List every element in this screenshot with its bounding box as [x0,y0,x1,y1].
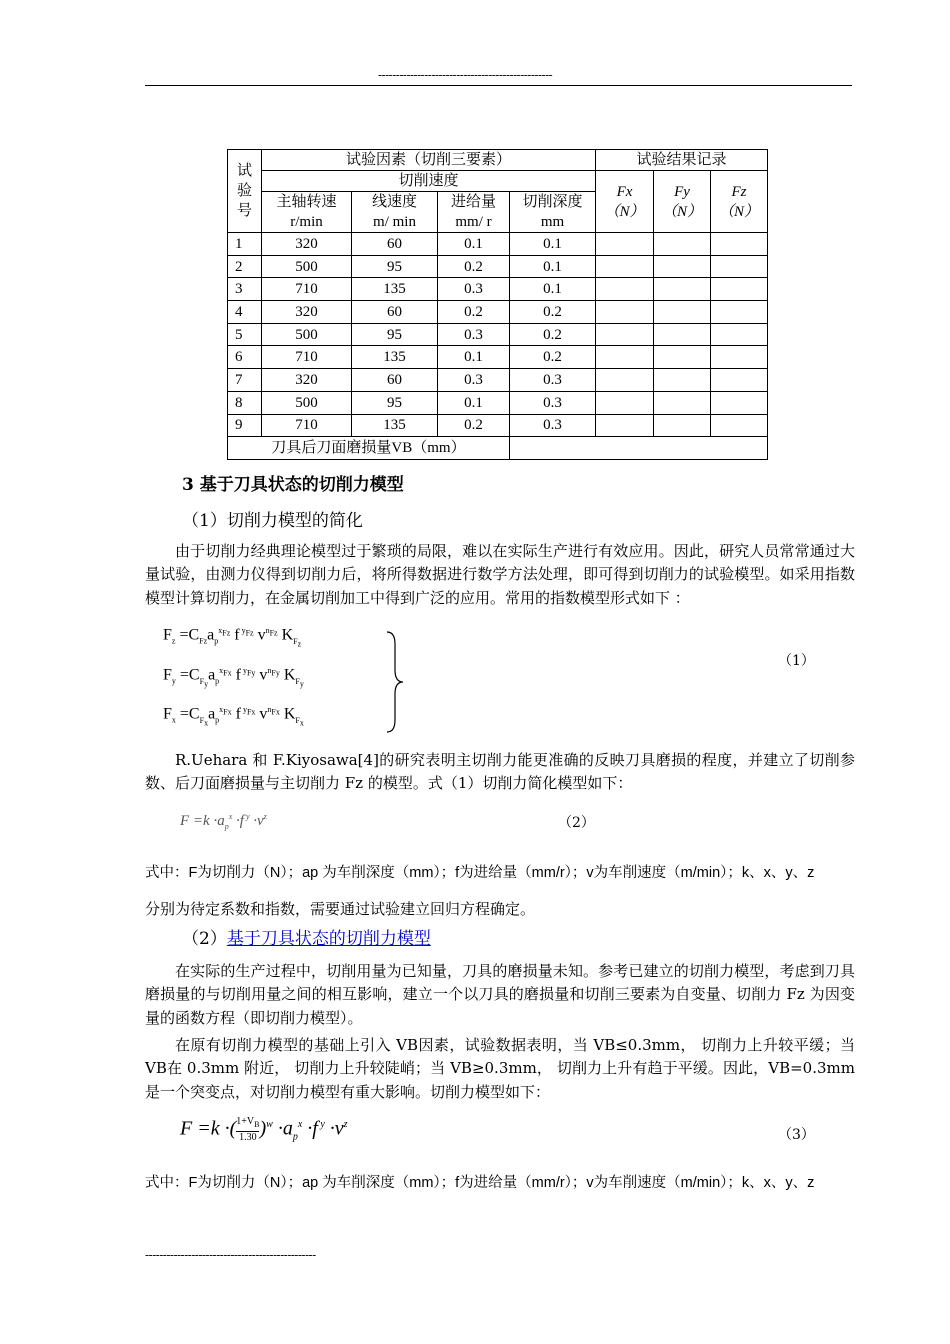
table-cell: 320 [262,369,352,392]
table-cell: 0.2 [510,301,596,324]
subsection-2-title [182,924,431,949]
equation-fz: $F_z =C_{Fz}a_p^{x_{Fz}}$ f $^{y_{Fz}}$ $v^{n_{Fz}}$ $K_{F_z}$ [163,626,302,649]
experiment-table [227,149,768,460]
result-cell [596,346,654,369]
result-cell [596,233,654,256]
result-cell [654,301,711,324]
results-header: 试验结果记录 [596,150,768,171]
paragraph-3b: 分别为待定系数和指数，需要通过试验建立回归方程确定。 [145,900,536,918]
table-row [228,301,768,324]
result-cell [654,391,711,414]
table-cell: 8 [228,391,262,414]
result-cell [654,278,711,301]
subsection-2-prefix: （2） [182,929,227,949]
equation-3: F =k ·( $\frac{1+V_B}{1.30}$ )$^w \cdot a_p^x \cdot f$ $^y \cdot v^z$ [180,1116,348,1143]
result-cell [711,391,768,414]
factors-header: 试验因素（切削三要素） [262,150,596,171]
table-cell: 135 [352,414,438,437]
fz-header: Fz（N） [711,171,768,233]
table-row [228,233,768,256]
equation-fx: $F_x =C_{F_x}a_p^{x_{Fx}}$ f $^{y_{Fx}}$ $v^{n_{Fx}}$ $K_{F_x}$ [163,705,304,728]
result-cell [596,391,654,414]
paragraph-1: 由于切削力经典理论模型过于繁琐的局限，难以在实际生产进行有效应用。因此，研究人员常常通过大量试验，由测力仪得到切削力后，将所得数据进行数学方法处理，即可得到切削力的试验模型。如采用指数模型计算切削力，在金属切削加工中得到广泛的应用。常用的指数模型形式如下 ： [145,542,855,607]
table-cell: 0.1 [510,233,596,256]
table-cell: 7 [228,369,262,392]
table-cell: 2 [228,255,262,278]
table-cell: 0.2 [438,301,510,324]
table-cell: 95 [352,323,438,346]
table-row [228,323,768,346]
table-cell: 6 [228,346,262,369]
equation-3-number: （3） [778,1127,815,1143]
paragraph-2: R.Uehara 和 F.Kiyosawa[4]的研究表明主切削力能更准确的反映刀具磨损的程度，并建立了切削参数、后刀面磨损量与主切削力 Fz 的模型。式（1）切削力简化模型如下： [145,751,855,793]
result-cell [596,323,654,346]
table-cell: 0.1 [510,278,596,301]
table-cell: 0.2 [438,414,510,437]
table-cell: 0.3 [438,278,510,301]
result-cell [596,255,654,278]
table-row [228,414,768,437]
fy-header: Fy（N） [654,171,711,233]
trial-no-header: 试验号 [228,150,262,233]
table-cell: 0.1 [438,391,510,414]
result-cell [596,301,654,324]
subsection-2-link[interactable]: 基于刀具状态的切削力模型 [226,929,431,949]
feed-header: 进给量 mm/ r [438,192,510,233]
result-cell [711,255,768,278]
spindle-speed-header: 主轴转速 r/min [262,192,352,233]
wear-label: 刀具后刀面磨损量VB（mm） [228,437,510,460]
fx-header: Fx（N） [596,171,654,233]
table-row [228,278,768,301]
table-body [228,233,768,437]
table-cell: 320 [262,301,352,324]
depth-header: 切削深度 mm [510,192,596,233]
table-cell: 0.3 [438,323,510,346]
table-cell: 0.3 [510,391,596,414]
table-cell: 0.3 [438,369,510,392]
table-cell: 0.2 [510,346,596,369]
result-cell [654,233,711,256]
table-cell: 5 [228,323,262,346]
table-cell: 95 [352,391,438,414]
table-cell: 135 [352,278,438,301]
table-cell: 9 [228,414,262,437]
table-cell: 710 [262,414,352,437]
paragraph-5: 在原有切削力模型的基础上引入 VB因素，试验数据表明，当 VB≤0.3mm， 切削力上升较平缓；当 VB在 0.3mm 附近， 切削力上升较陡峭；当 VB≥0.3mm， 切削力上升有趋于平缓。因此，VB=0.3mm 是一个突变点，对切削力模型有重大影响。切削力模型如下： [145,1036,855,1101]
equation-1-number: （1） [778,653,815,669]
result-cell [711,278,768,301]
result-cell [711,414,768,437]
table-row [228,391,768,414]
section-title: 3 基于刀具状态的切削力模型 [182,475,404,495]
header-separator-dashes: ------------------------------------------------- [378,68,553,82]
result-cell [596,369,654,392]
table-cell: 60 [352,233,438,256]
table-cell: 500 [262,323,352,346]
table-cell: 500 [262,391,352,414]
equation-fy: $F_y =C_{F_y}a_p^{x_{Fx}}$ f $^{y_{Fy}}$ $v^{n_{Fy}}$ $K_{F_y}$ [163,666,304,689]
result-cell [654,323,711,346]
right-brace [385,630,407,734]
paragraph-4: 在实际的生产过程中，切削用量为已知量，刀具的磨损量未知。参考已建立的切削力模型，考虑到刀具磨损量的与切削用量之间的相互影响，建立一个以刀具的磨损量和切削三要素为自变量、切削力 Fz 为因变量的函数方程（即切削力模型）。 [145,962,855,1027]
table-cell: 60 [352,369,438,392]
table-cell: 710 [262,278,352,301]
table-cell: 0.2 [510,323,596,346]
table-cell: 95 [352,255,438,278]
subsection-1-title: （1）切削力模型的简化 [182,511,363,531]
table-cell: 710 [262,346,352,369]
result-cell [654,414,711,437]
table-row [228,346,768,369]
table-row [228,255,768,278]
result-cell [654,369,711,392]
linear-speed-header: 线速度 m/ min [352,192,438,233]
wear-value [510,437,768,460]
table-cell: 60 [352,301,438,324]
result-cell [596,414,654,437]
equation-2-number: （2） [558,815,595,831]
table-cell: 0.3 [510,369,596,392]
result-cell [711,323,768,346]
paragraph-3a: 式中：F为切削力（N）；ap 为车削深度（mm）；f为进给量（mm/r）；v为车削速度（m/min）；k、x、y、z [145,865,815,881]
result-cell [654,255,711,278]
table-cell: 0.1 [510,255,596,278]
table-row [228,369,768,392]
table-cell: 0.2 [438,255,510,278]
table-cell: 135 [352,346,438,369]
result-cell [711,233,768,256]
result-cell [711,301,768,324]
result-cell [711,346,768,369]
table-cell: 0.3 [510,414,596,437]
table-cell: 3 [228,278,262,301]
table-cell: 320 [262,233,352,256]
table-cell: 1 [228,233,262,256]
table-cell: 500 [262,255,352,278]
result-cell [711,369,768,392]
header-rule [145,85,852,86]
result-cell [654,346,711,369]
result-cell [596,278,654,301]
cutting-speed-header: 切削速度 [262,171,596,192]
table-cell: 0.1 [438,346,510,369]
table-cell: 0.1 [438,233,510,256]
footer-separator-dashes: ------------------------------------------------ [145,1248,316,1262]
table-cell: 4 [228,301,262,324]
equation-2: $F =k \cdot a_p^x \cdot f$ $^y \cdot v^z$ [180,812,267,831]
paragraph-6: 式中：F为切削力（N）；ap 为车削深度（mm）；f为进给量（mm/r）；v为车削速度（m/min）；k、x、y、z [145,1175,815,1191]
